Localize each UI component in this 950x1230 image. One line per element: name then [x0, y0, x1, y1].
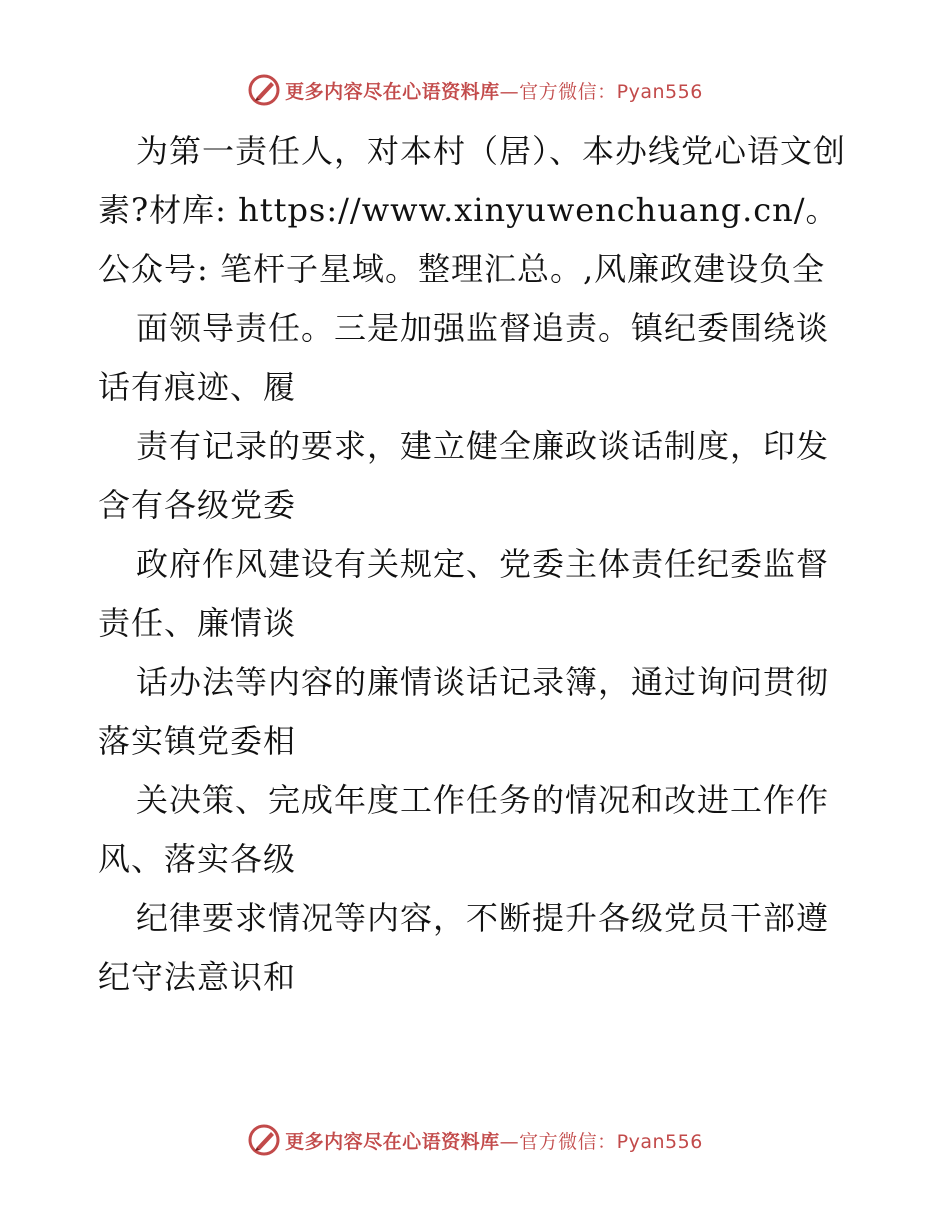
banner-dash: — [499, 80, 520, 103]
footer-banner [0, 1120, 950, 1160]
brush-logo-icon [247, 73, 281, 107]
document-body [98, 122, 858, 1007]
banner-wechat-text: 官方微信：Pyan556 [519, 80, 703, 103]
header-banner [0, 70, 950, 110]
paragraph: 面领导责任。三是加强监督追责。镇纪委围绕谈话有痕迹、履 [98, 309, 830, 406]
banner-wechat-text: 官方微信：Pyan556 [519, 1130, 703, 1153]
paragraph: 政府作风建设有关规定、党委主体责任纪委监督责任、廉情谈 [98, 545, 830, 642]
paragraph: 为第一责任人，对本村（居）、本办线党心语文创素?材库: https://www.xinyuwenchuang.cn/。公众号: 笔杆子星域。整理汇总。,风廉政建设负全 [98, 132, 847, 288]
paragraph: 责有记录的要求，建立健全廉政谈话制度，印发含有各级党委 [98, 427, 830, 524]
paragraph: 纪律要求情况等内容，不断提升各级党员干部遵纪守法意识和 [98, 899, 830, 996]
banner-dash: — [499, 1130, 520, 1153]
banner-main-text: 更多内容尽在心语资料库 [285, 1130, 500, 1153]
banner-main-text: 更多内容尽在心语资料库 [285, 80, 500, 103]
paragraph: 话办法等内容的廉情谈话记录簿，通过询问贯彻落实镇党委相 [98, 663, 830, 760]
brush-logo-icon [247, 1123, 281, 1157]
paragraph: 关决策、完成年度工作任务的情况和改进工作作风、落实各级 [98, 781, 830, 878]
